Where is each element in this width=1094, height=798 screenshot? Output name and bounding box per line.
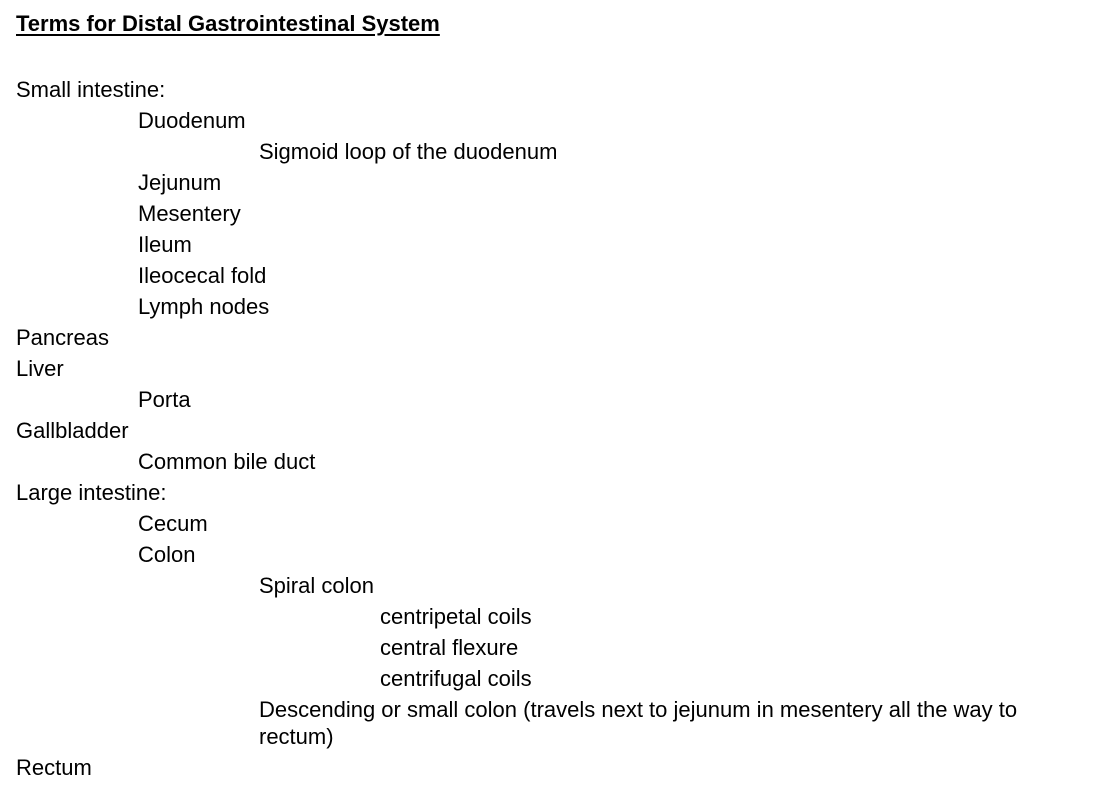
term-spiral-colon: Spiral colon (259, 573, 374, 598)
terms-list (0, 74, 1094, 783)
document-title: Terms for Distal Gastrointestinal System (16, 11, 440, 36)
term-centripetal-coils: centripetal coils (380, 604, 532, 629)
term-lymph-nodes: Lymph nodes (138, 294, 270, 319)
term-ileocecal-fold: Ileocecal fold (138, 263, 267, 288)
term-centrifugal-coils: centrifugal coils (380, 666, 532, 691)
term-pancreas: Pancreas (16, 325, 109, 350)
term-ileum: Ileum (138, 232, 192, 257)
term-rectum: Rectum (16, 755, 92, 780)
term-colon: Colon (138, 542, 196, 567)
term-mesentery: Mesentery (138, 201, 241, 226)
term-small-intestine: Small intestine: (16, 77, 166, 102)
term-central-flexure: central flexure (380, 635, 519, 660)
term-cecum: Cecum (138, 511, 208, 536)
term-sigmoid-loop: Sigmoid loop of the duodenum (259, 139, 558, 164)
term-liver: Liver (16, 356, 64, 381)
term-common-bile-duct: Common bile duct (138, 449, 316, 474)
term-porta: Porta (138, 387, 191, 412)
term-jejunum: Jejunum (138, 170, 222, 195)
term-descending-colon: Descending or small colon (travels next to jejunum in mesentery all the way to rectum) (259, 697, 1018, 749)
term-large-intestine: Large intestine: (16, 480, 167, 505)
term-gallbladder: Gallbladder (16, 418, 129, 443)
term-duodenum: Duodenum (138, 108, 246, 133)
